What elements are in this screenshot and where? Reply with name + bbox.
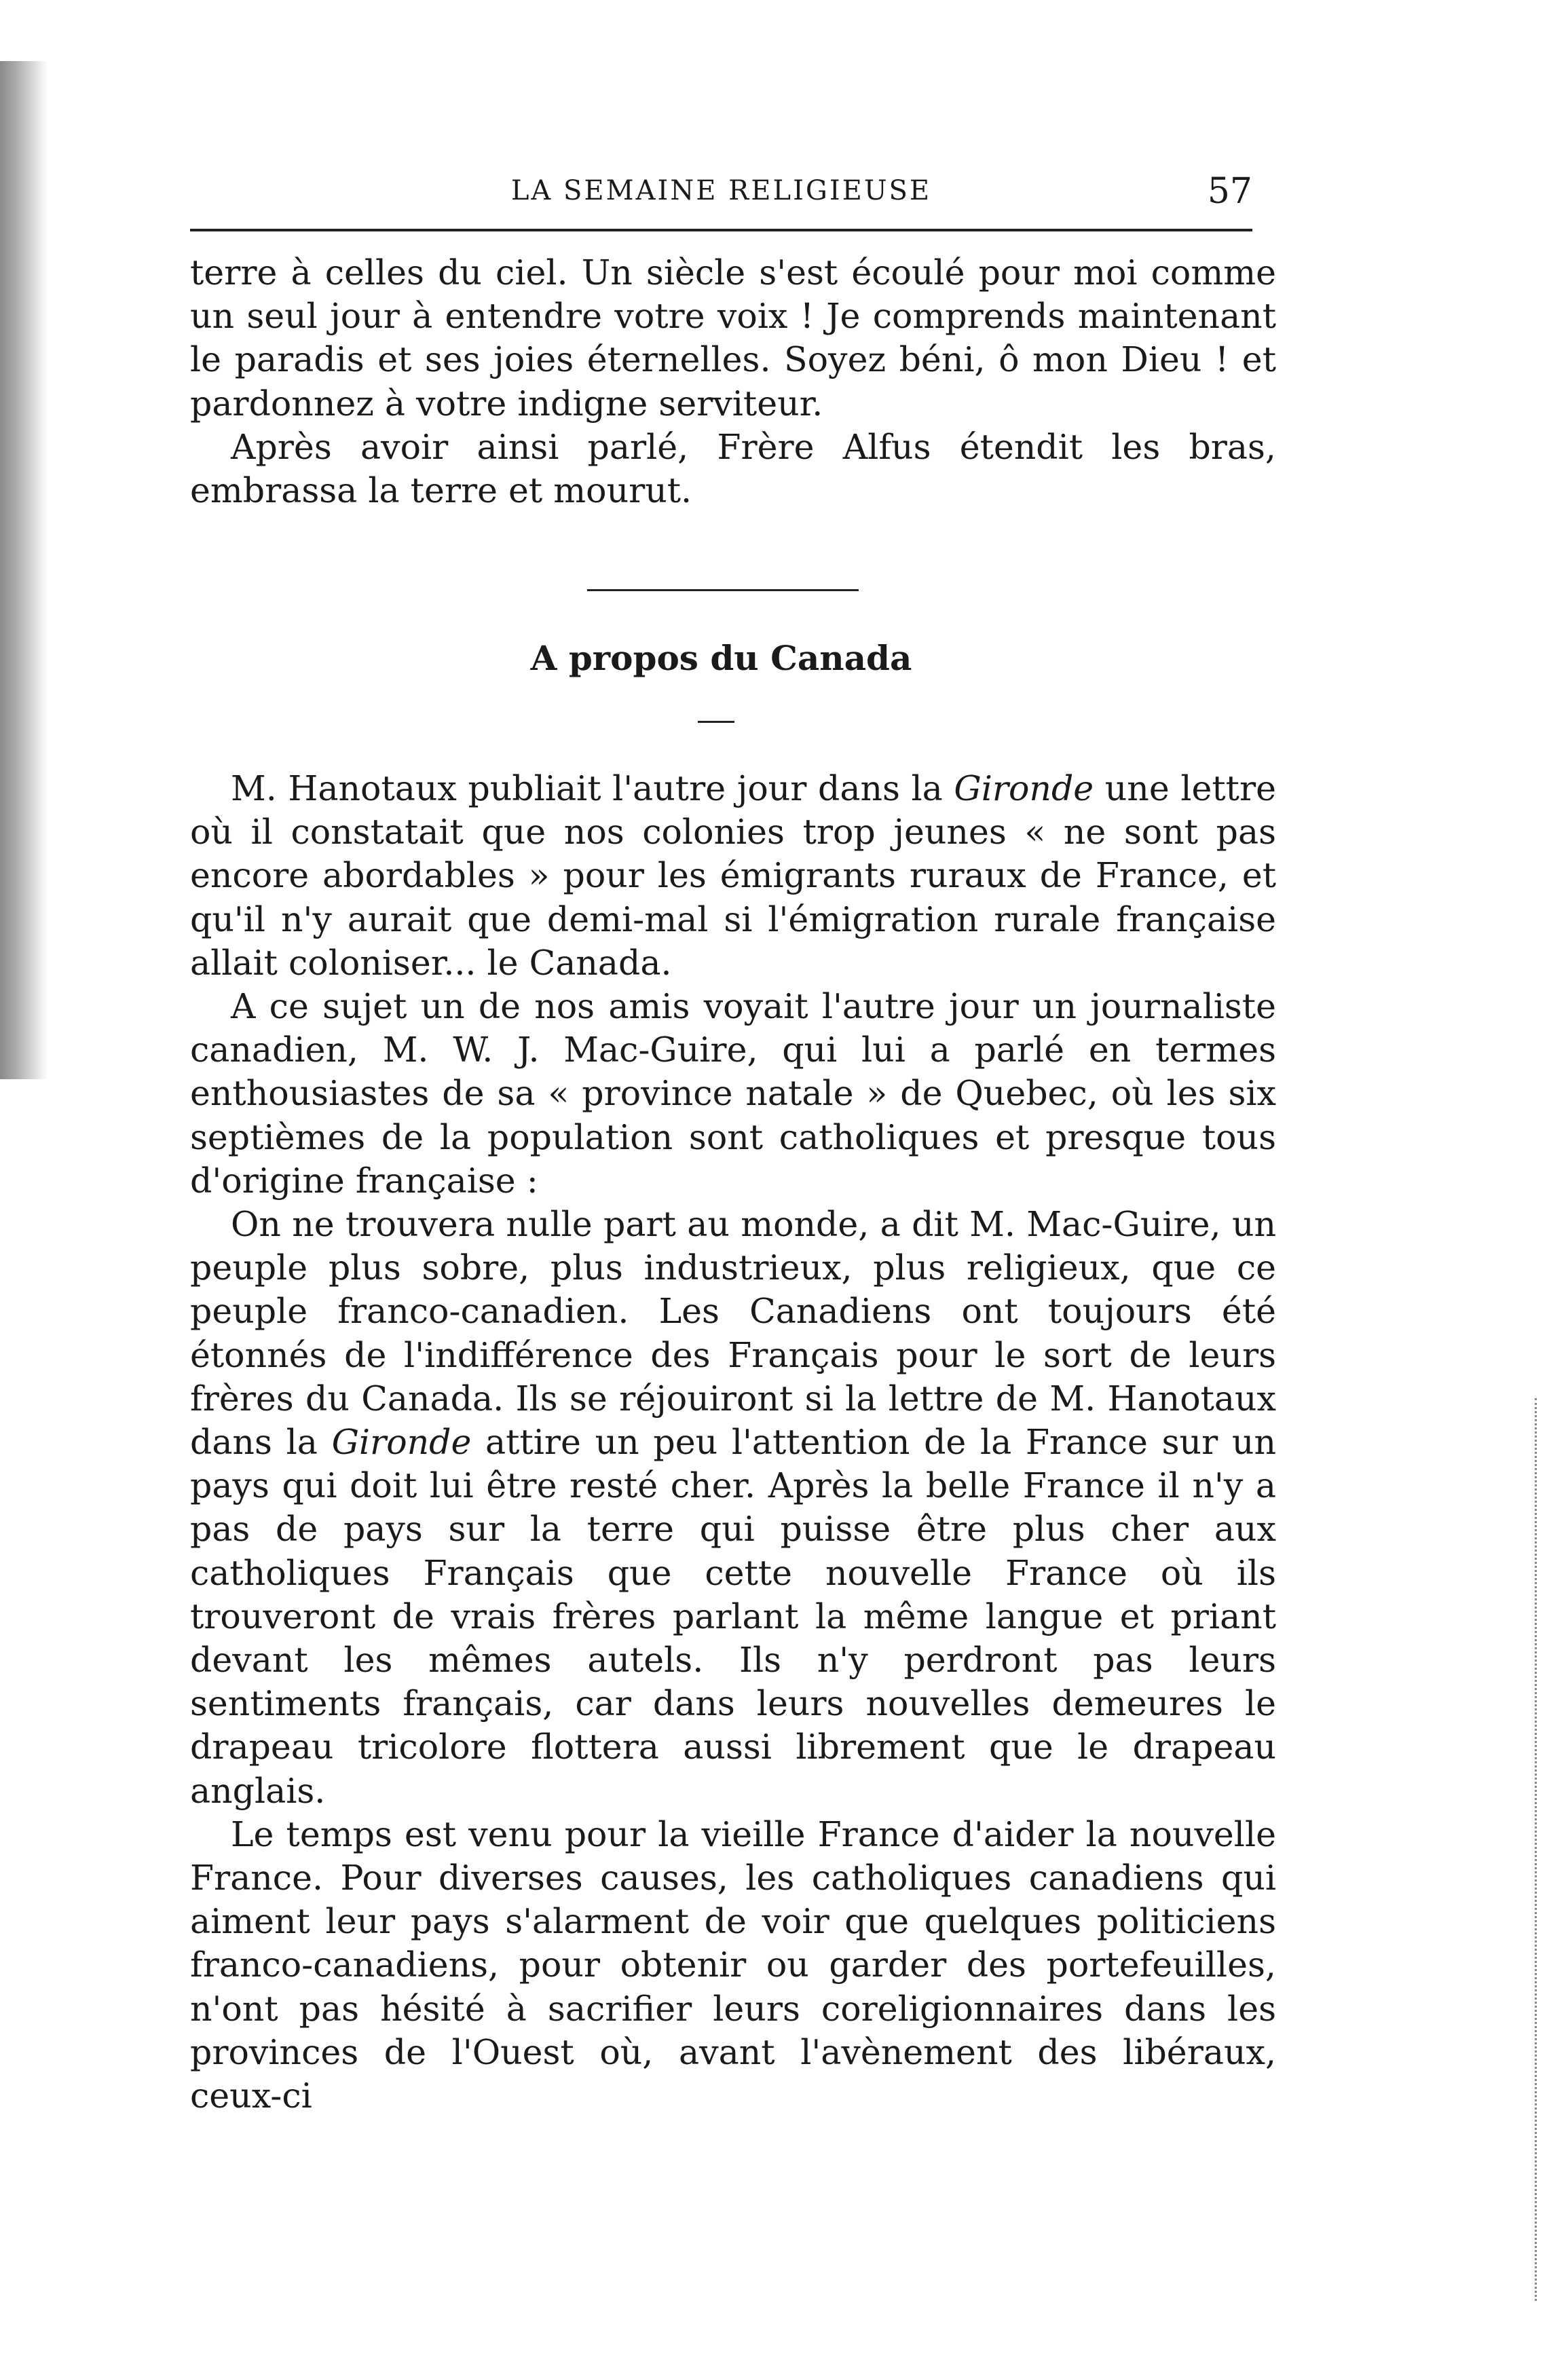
text-run: On ne trouvera nulle part au monde, a dit M. Mac-Guire, un peuple plus sobre, plus industrieux, plus religieux, que ce peuple franco-canadien. Les Canadiens ont toujours été étonnés de l'indifférence des Français pour le sort de leurs frères du Canada. Ils se réjouiront si la lettre de M. Hanotaux dans la bbox=[190, 1204, 1276, 1463]
newspaper-name: Gironde bbox=[954, 768, 1094, 808]
article-body bbox=[190, 767, 1276, 2118]
page-edge-shadow bbox=[0, 61, 48, 1079]
newspaper-name: Gironde bbox=[331, 1422, 472, 1463]
title-dash bbox=[698, 721, 734, 723]
text-run: M. Hanotaux publiait l'autre jour dans la bbox=[231, 768, 954, 808]
paragraph: Après avoir ainsi parlé, Frère Alfus étendit les bras, embrassa la terre et mourut. bbox=[190, 426, 1276, 511]
page-edge-dots bbox=[1535, 1398, 1541, 2301]
page-header bbox=[190, 171, 1252, 223]
section-divider bbox=[587, 589, 859, 591]
header-rule bbox=[190, 229, 1252, 231]
section-title: A propos du Canada bbox=[530, 638, 912, 678]
article-continuation bbox=[190, 251, 1276, 512]
paragraph: A ce sujet un de nos amis voyait l'autre jour un journaliste canadien, M. W. J. Mac-Guire, qui lui a parlé en termes enthousiastes de sa « province natale » de Quebec, où les six septièmes de la population sont catholiques et presque tous d'origine française : bbox=[190, 986, 1276, 1201]
paragraph bbox=[190, 767, 1276, 985]
text-run: attire un peu l'attention de la France sur un pays qui doit lui être resté cher. Après la belle France il n'y a pas de pays sur la terre qui puisse être plus cher aux catholiques Français que cette nouvelle France où ils trouveront de vrais frères parlant la même langue et priant devant les mêmes autels. Ils n'y perdront pas leurs sentiments français, car dans leurs nouvelles demeures le drapeau tricolore flottera aussi librement que le drapeau anglais. bbox=[190, 1422, 1276, 1811]
paragraph: Le temps est venu pour la vieille France d'aider la nouvelle France. Pour diverses causes, les catholiques canadiens qui aiment leur pays s'alarment de voir que quelques politiciens franco-canadiens, pour obtenir ou garder des portefeuilles, n'ont pas hésité à sacrifier leurs coreligionnaires dans les provinces de l'Ouest où, avant l'avènement des libéraux, ceux-ci bbox=[190, 1814, 1276, 2116]
paragraph bbox=[190, 1203, 1276, 1813]
running-title: LA SEMAINE RELIGIEUSE bbox=[510, 175, 932, 206]
page-number: 57 bbox=[1207, 171, 1252, 212]
text-run: une lettre où il constatait que nos colonies trop jeunes « ne sont pas encore abordables » pour les émigrants ruraux de France, et qu'il n'y aurait que demi-mal si l'émigration rurale française allait coloniser... le Canada. bbox=[190, 768, 1276, 983]
paragraph: terre à celles du ciel. Un siècle s'est écoulé pour moi comme un seul jour à entendre votre voix ! Je comprends maintenant le paradis et ses joies éternelles. Soyez béni, ô mon Dieu ! et pardonnez à votre indigne serviteur. bbox=[190, 252, 1276, 424]
